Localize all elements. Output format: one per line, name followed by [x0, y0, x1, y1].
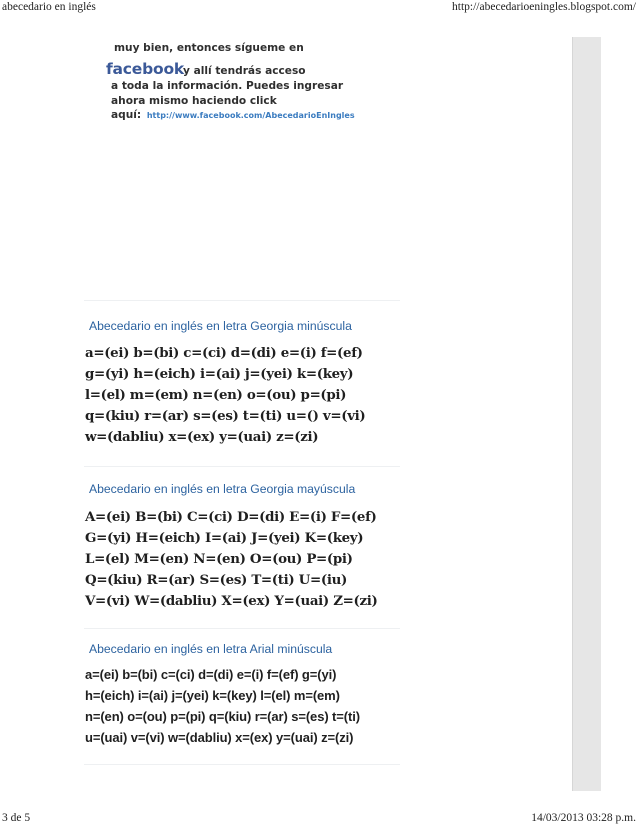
promo-line-2: y allí tendrás acceso: [183, 65, 306, 77]
alphabet-row: a=(ei) b=(bi) c=(ci) d=(di) e=(i) f=(ef) g=(yi): [85, 667, 337, 682]
alphabet-row: n=(en) o=(ou) p=(pi) q=(kiu) r=(ar) s=(es) t=(ti): [85, 709, 360, 724]
aqui-label: aquí:: [111, 109, 142, 121]
facebook-link[interactable]: http://www.facebook.com/AbecedarioEnIngles: [146, 111, 355, 120]
promo-line-4: ahora mismo haciendo click: [111, 95, 277, 107]
alphabet-row: h=(eich) i=(ai) j=(yei) k=(key) l=(el) m=(em): [85, 688, 340, 703]
alphabet-row: A=(ei) B=(bi) C=(ci) D=(di) E=(i) F=(ef): [85, 509, 377, 525]
alphabet-row: V=(vi) W=(dabliu) X=(ex) Y=(uai) Z=(zi): [85, 593, 378, 609]
promo-line-3: a toda la información. Puedes ingresar: [111, 80, 344, 92]
print-footer: [0, 811, 638, 827]
section-caption: Abecedario en inglés en letra Georgia mayúscula: [89, 482, 356, 496]
print-datetime: 14/03/2013 03:28 p.m.: [531, 812, 636, 824]
alphabet-row: Q=(kiu) R=(ar) S=(es) T=(ti) U=(iu): [85, 572, 347, 588]
divider: [84, 466, 400, 467]
alphabet-row: q=(kiu) r=(ar) s=(es) t=(ti) u=() v=(vi): [85, 408, 366, 424]
alphabet-row: G=(yi) H=(eich) I=(ai) J=(yei) K=(key): [85, 530, 364, 546]
page-title: abecedario en inglés: [2, 1, 96, 13]
alphabet-row: g=(yi) h=(eich) i=(ai) j=(yei) k=(key): [85, 366, 354, 382]
section-caption: Abecedario en inglés en letra Arial minúscula: [89, 642, 333, 656]
print-header: [0, 0, 638, 16]
facebook-logo: facebook: [106, 60, 185, 78]
page-url: http://abecedarioeningles.blogspot.com/: [452, 1, 636, 13]
divider: [84, 764, 400, 765]
page-number: 3 de 5: [2, 812, 31, 824]
divider: [84, 300, 400, 301]
promo-line-5: [111, 109, 355, 121]
alphabet-row: u=(uai) v=(vi) w=(dabliu) x=(ex) y=(uai) z=(zi): [85, 730, 354, 745]
section-caption: Abecedario en inglés en letra Georgia minúscula: [89, 319, 352, 333]
alphabet-row: w=(dabliu) x=(ex) y=(uai) z=(zi): [85, 429, 319, 445]
promo-line-1: muy bien, entonces sígueme en: [114, 42, 304, 54]
alphabet-row: a=(ei) b=(bi) c=(ci) d=(di) e=(i) f=(ef): [85, 345, 363, 361]
alphabet-row: L=(el) M=(en) N=(en) O=(ou) P=(pi): [85, 551, 353, 567]
alphabet-row: l=(el) m=(em) n=(en) o=(ou) p=(pi): [85, 387, 347, 403]
scrollbar[interactable]: [572, 37, 601, 791]
divider: [84, 628, 400, 629]
